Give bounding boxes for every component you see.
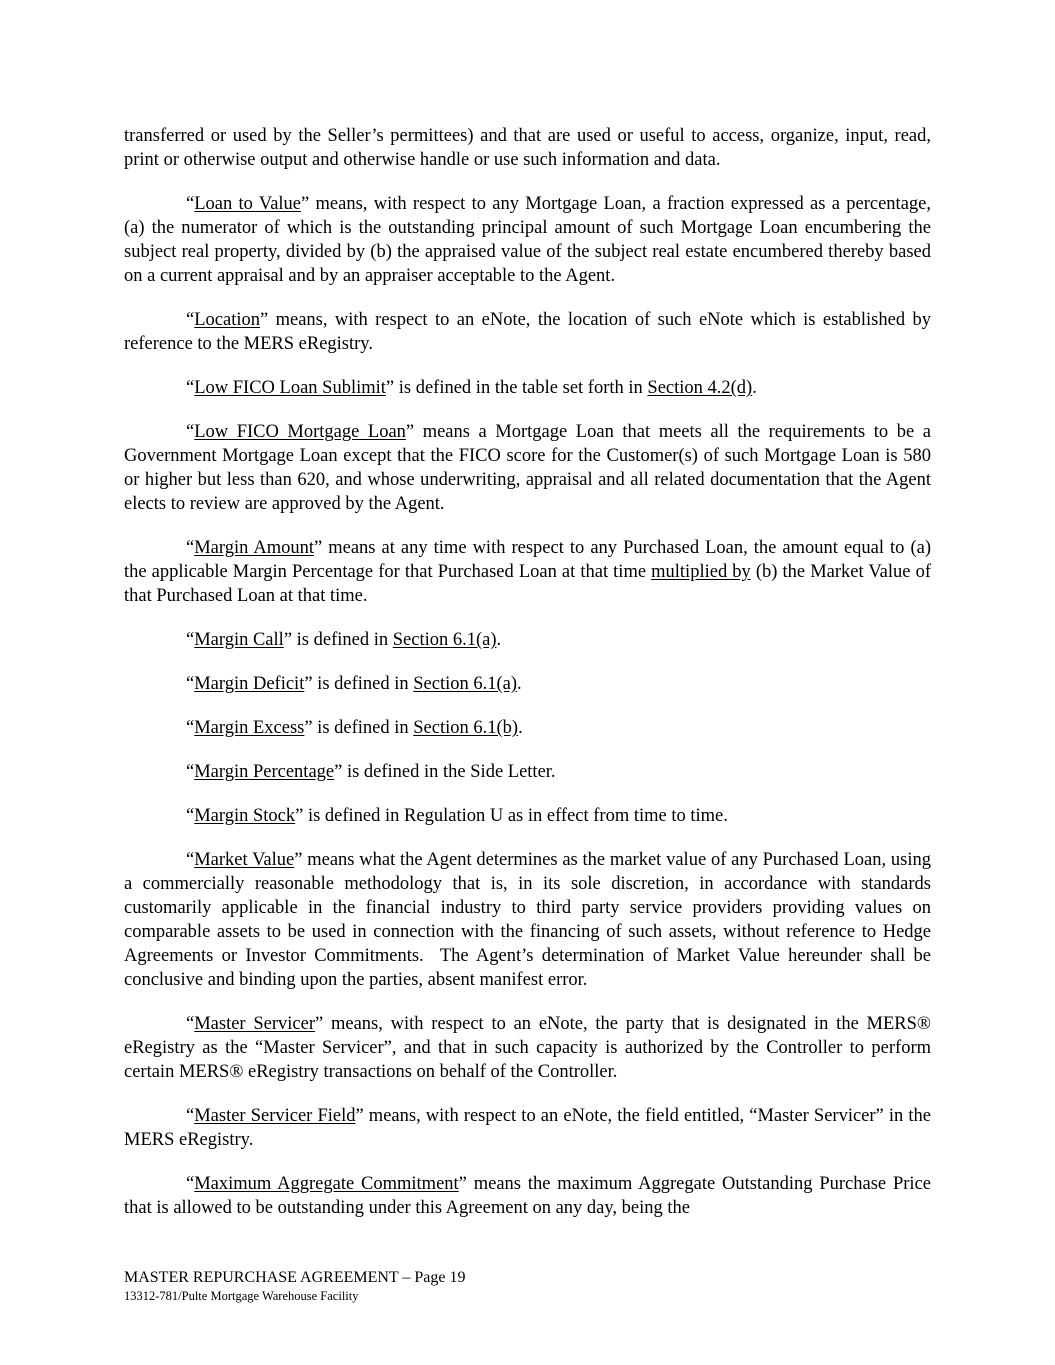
definition-low-fico-mortgage-loan (124, 420, 931, 516)
text-segment: “ (186, 1014, 195, 1034)
defined-term: Location (194, 310, 260, 330)
text-segment: (b) the Market Value of that Purchased Loan at that time. (124, 562, 931, 606)
text-segment: ” means, with respect to an eNote, the field entitled, “Master Servicer” in the MERS eRegistry. (124, 1106, 931, 1150)
text-segment: ” is defined in (304, 674, 414, 694)
text-segment: . (496, 630, 502, 650)
defined-term: Margin Stock (194, 806, 296, 826)
text-segment: “ (186, 850, 195, 870)
text-segment: “ (186, 194, 195, 214)
section-reference: Section 6.1(a) (413, 674, 518, 694)
text-segment: ” is defined in the Side Letter. (334, 762, 556, 782)
footer-doc-id: 13312-781/Pulte Mortgage Warehouse Facility (124, 1289, 359, 1303)
defined-term: Margin Call (194, 630, 284, 650)
text-segment: “ (186, 718, 195, 738)
definition-margin-percentage (124, 760, 931, 784)
definition-margin-call (124, 628, 931, 652)
text-segment: “ (186, 762, 195, 782)
definition-loan-to-value (124, 192, 931, 288)
definition-margin-amount (124, 536, 931, 608)
defined-term: Maximum Aggregate Commitment (194, 1174, 459, 1194)
defined-term: Low FICO Loan Sublimit (194, 378, 386, 398)
text-segment: ” means, with respect to an eNote, the location of such eNote which is established by reference to the MERS eRegistry. (124, 310, 931, 354)
paragraph-continuation (124, 124, 931, 172)
defined-term: Market Value (194, 850, 295, 870)
text-segment: ” means, with respect to any Mortgage Loan, a fraction expressed as a percentage, (a) the numerator of which is the outstanding principal amount of such Mortgage Loan encumbering the subject real property, divided by (b) the appraised value of the subject real estate encumbered thereby based on a current appraisal and by an appraiser acceptable to the Agent. (124, 194, 931, 286)
text-segment: ” is defined in (283, 630, 393, 650)
text-segment: “ (186, 806, 195, 826)
text-segment: “ (186, 538, 195, 558)
text-segment: “ (186, 310, 195, 330)
text-segment: ” means what the Agent determines as the market value of any Purchased Loan, using a commercially reasonable methodology that is, in its sole discretion, in accordance with standards customarily applicable in the financial industry to third party service providers providing values on comparable assets to be used in connection with the financing of such assets, without reference to Hedge Agreements or Investor Commitments. The Agent’s determination of Market Value hereunder shall be conclusive and binding upon the parties, absent manifest error. (124, 850, 936, 990)
page-footer (124, 1268, 466, 1304)
document-body (124, 124, 936, 1240)
defined-term: Low FICO Mortgage Loan (194, 422, 406, 442)
defined-term: Margin Deficit (194, 674, 305, 694)
text-segment: “ (186, 674, 195, 694)
definition-margin-deficit (124, 672, 931, 696)
definition-margin-stock (124, 804, 931, 828)
section-reference: Section 6.1(a) (392, 630, 497, 650)
defined-term: Margin Amount (194, 538, 314, 558)
defined-term: Margin Percentage (194, 762, 335, 782)
text-segment: ” means a Mortgage Loan that meets all the requirements to be a Government Mortgage Loan except that the FICO score for the Customer(s) of such Mortgage Loan is 580 or higher but less than 620, and whose underwriting, appraisal and all related documentation that the Agent elects to review are approved by the Agent. (124, 422, 931, 514)
emphasis-term: multiplied by (651, 562, 751, 582)
definition-maximum-aggregate-commitment (124, 1172, 931, 1220)
definition-market-value (124, 848, 936, 992)
text-segment: “ (186, 378, 195, 398)
text-segment: . (517, 674, 522, 694)
text-segment: . (752, 378, 757, 398)
text-segment: “ (186, 1106, 195, 1126)
defined-term: Master Servicer Field (194, 1106, 356, 1126)
defined-term: Master Servicer (194, 1014, 315, 1034)
text-segment: ” means the maximum Aggregate Outstanding Purchase Price that is allowed to be outstanding under this Agreement on any day, being the (124, 1174, 931, 1218)
text-segment: transferred or used by the Seller’s permittees) and that are used or useful to access, organize, input, read, print or otherwise output and otherwise handle or use such information and data. (124, 126, 931, 170)
defined-term: Margin Excess (194, 718, 305, 738)
text-segment: ” is defined in (304, 718, 414, 738)
defined-term: Loan to Value (194, 194, 302, 214)
footer-title: MASTER REPURCHASE AGREEMENT – Page 19 (124, 1269, 466, 1286)
definition-margin-excess (124, 716, 931, 740)
section-reference: Section 6.1(b) (413, 718, 519, 738)
section-reference: Section 4.2(d) (647, 378, 753, 398)
text-segment: ” is defined in Regulation U as in effect from time to time. (295, 806, 728, 826)
definition-master-servicer (124, 1012, 931, 1084)
definition-master-servicer-field (124, 1104, 931, 1152)
text-segment: ” is defined in the table set forth in (385, 378, 648, 398)
definition-low-fico-loan-sublimit (124, 376, 931, 400)
text-segment: ” means, with respect to an eNote, the party that is designated in the MERS® eRegistry as the “Master Servicer”, and that in such capacity is authorized by the Controller to perform certain MERS® eRegistry transactions on behalf of the Controller. (124, 1014, 931, 1082)
text-segment: ” means at any time with respect to any Purchased Loan, the amount equal to (a) the applicable Margin Percentage for that Purchased Loan at that time (124, 538, 931, 582)
text-segment: . (518, 718, 523, 738)
text-segment: “ (186, 630, 195, 650)
text-segment: “ (186, 1174, 195, 1194)
text-segment: “ (186, 422, 195, 442)
definition-location (124, 308, 931, 356)
